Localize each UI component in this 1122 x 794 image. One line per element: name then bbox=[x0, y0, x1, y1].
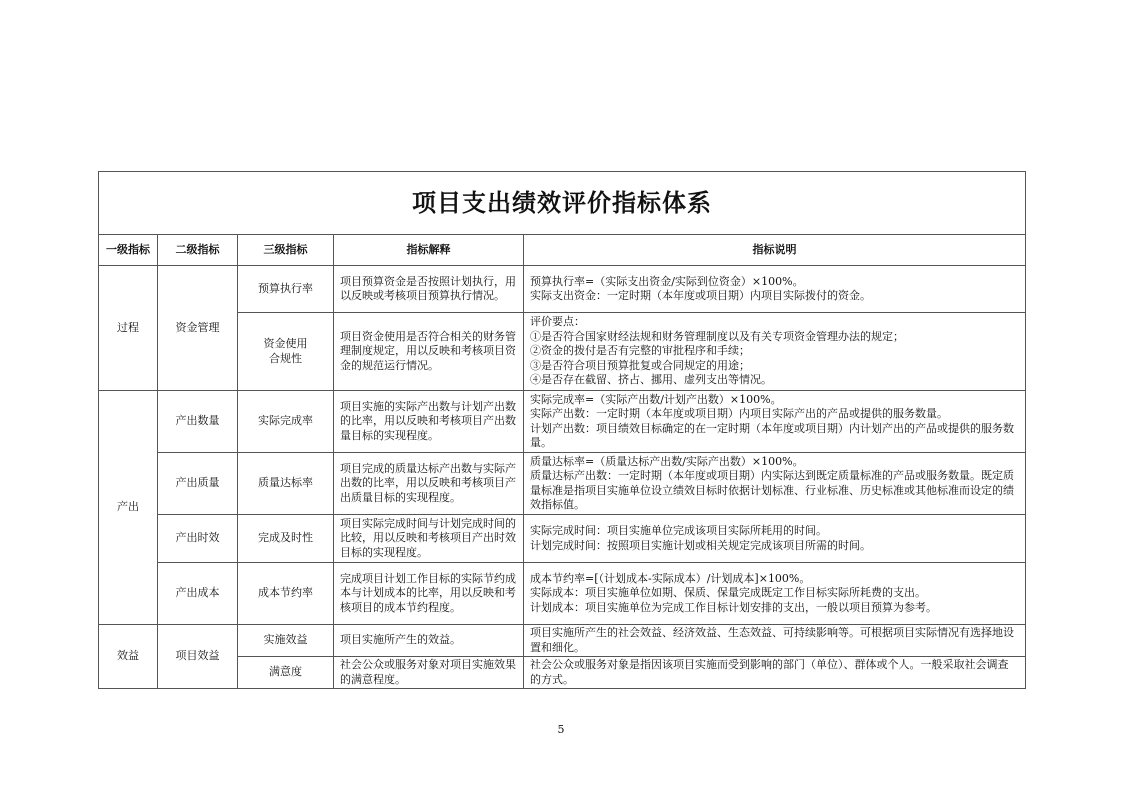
header-explanation: 指标解释 bbox=[334, 235, 524, 266]
header-level3: 三级指标 bbox=[238, 235, 334, 266]
level1-output: 产出 bbox=[99, 391, 158, 625]
description-cell: 社会公众或服务对象是指因该项目实施而受到影响的部门（单位）、群体或个人。一般采取社会调查的方式。 bbox=[524, 657, 1026, 689]
level2-output-time: 产出时效 bbox=[158, 515, 238, 563]
page-number: 5 bbox=[557, 723, 565, 736]
level3-cell: 实际完成率 bbox=[238, 391, 334, 453]
description-cell: 实际完成时间：项目实施单位完成该项目实际所耗用的时间。 计划完成时间：按照项目实施计划或相关规定完成该项目所需的时间。 bbox=[524, 515, 1026, 563]
header-level1: 一级指标 bbox=[99, 235, 158, 266]
description-cell: 项目实施所产生的社会效益、经济效益、生态效益、可持续影响等。可根据项目实际情况有选择地设置和细化。 bbox=[524, 625, 1026, 657]
table-row bbox=[99, 313, 1026, 391]
indicator-table bbox=[98, 171, 1026, 689]
header-description: 指标说明 bbox=[524, 235, 1026, 266]
level3-cell: 资金使用 合规性 bbox=[238, 313, 334, 391]
description-cell: 实际完成率=（实际产出数/计划产出数）×100%。 实际产出数：一定时期（本年度或项目期）内项目实际产出的产品或提供的服务数量。 计划产出数：项目绩效目标确定的在一定时期（本年度或项目期）内计划产出的产品或提供的服务数量。 bbox=[524, 391, 1026, 453]
level3-cell: 质量达标率 bbox=[238, 453, 334, 515]
description-cell: 预算执行率=（实际支出资金/实际到位资金）×100%。 实际支出资金：一定时期（本年度或项目期）内项目实际拨付的资金。 bbox=[524, 266, 1026, 313]
header-level2: 二级指标 bbox=[158, 235, 238, 266]
table-row bbox=[99, 657, 1026, 689]
explanation-cell: 项目完成的质量达标产出数与实际产出数的比率，用以反映和考核项目产出质量目标的实现程度。 bbox=[334, 453, 524, 515]
table-title: 项目支出绩效评价指标体系 bbox=[99, 172, 1026, 235]
level3-cell: 满意度 bbox=[238, 657, 334, 689]
explanation-cell: 完成项目计划工作目标的实际节约成本与计划成本的比率，用以反映和考核项目的成本节约程度。 bbox=[334, 563, 524, 625]
level1-process: 过程 bbox=[99, 266, 158, 391]
description-cell: 成本节约率=[（计划成本-实际成本）/计划成本]×100%。 实际成本：项目实施单位如期、保质、保量完成既定工作目标实际所耗费的支出。 计划成本：项目实施单位为完成工作目标计划安排的支出，一般以项目预算为参考。 bbox=[524, 563, 1026, 625]
explanation-cell: 项目实施所产生的效益。 bbox=[334, 625, 524, 657]
level3-cell: 预算执行率 bbox=[238, 266, 334, 313]
table-row bbox=[99, 515, 1026, 563]
description-cell: 质量达标率=（质量达标产出数/实际产出数）×100%。 质量达标产出数：一定时期（本年度或项目期）内实际达到既定质量标准的产品或服务数量。既定质量标准是指项目实施单位设立绩效目标时依据计划标准、行业标准、历史标准或其他标准而设定的绩效指标值。 bbox=[524, 453, 1026, 515]
level2-output-quality: 产出质量 bbox=[158, 453, 238, 515]
explanation-cell: 项目预算资金是否按照计划执行，用以反映或考核项目预算执行情况。 bbox=[334, 266, 524, 313]
explanation-cell: 项目资金使用是否符合相关的财务管理制度规定，用以反映和考核项目资金的规范运行情况。 bbox=[334, 313, 524, 391]
level2-fund-mgmt: 资金管理 bbox=[158, 266, 238, 391]
level2-output-cost: 产出成本 bbox=[158, 563, 238, 625]
explanation-cell: 项目实际完成时间与计划完成时间的比较，用以反映和考核项目产出时效目标的实现程度。 bbox=[334, 515, 524, 563]
level2-output-qty: 产出数量 bbox=[158, 391, 238, 453]
explanation-cell: 社会公众或服务对象对项目实施效果的满意程度。 bbox=[334, 657, 524, 689]
explanation-cell: 项目实施的实际产出数与计划产出数的比率，用以反映和考核项目产出数量目标的实现程度。 bbox=[334, 391, 524, 453]
table-row bbox=[99, 625, 1026, 657]
table-row bbox=[99, 266, 1026, 313]
table-row bbox=[99, 391, 1026, 453]
level3-cell: 实施效益 bbox=[238, 625, 334, 657]
level3-cell: 成本节约率 bbox=[238, 563, 334, 625]
level2-project-benefit: 项目效益 bbox=[158, 625, 238, 689]
level1-benefit: 效益 bbox=[99, 625, 158, 689]
table-header-row bbox=[99, 235, 1026, 266]
table-row bbox=[99, 453, 1026, 515]
level3-cell: 完成及时性 bbox=[238, 515, 334, 563]
table-row bbox=[99, 563, 1026, 625]
description-cell: 评价要点： ①是否符合国家财经法规和财务管理制度以及有关专项资金管理办法的规定； ②资金的拨付是否有完整的审批程序和手续； ③是否符合项目预算批复或合同规定的用途； ④是否存在截留、挤占、挪用、虚列支出等情况。 bbox=[524, 313, 1026, 391]
